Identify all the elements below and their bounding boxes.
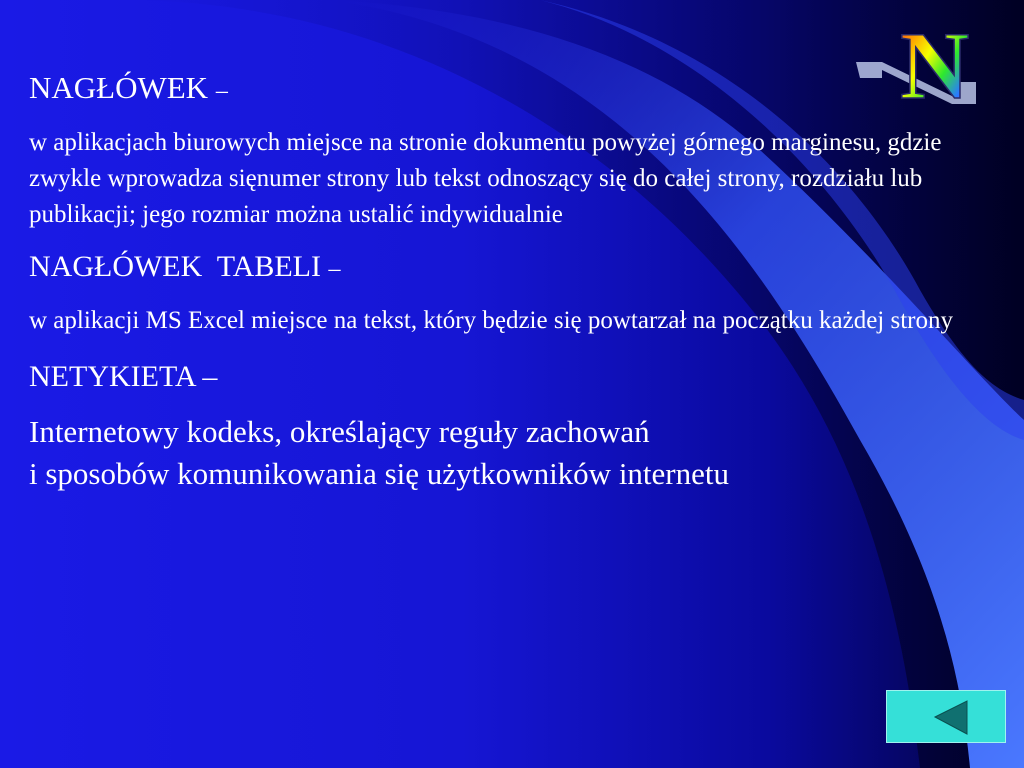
heading-dash: – — [202, 360, 218, 393]
heading-dash: – — [328, 256, 341, 282]
heading-text: NAGŁÓWEK — [29, 70, 209, 105]
previous-slide-button[interactable] — [886, 690, 1006, 743]
definition-netykieta-line2: i sposobów komunikowania się użytkowników internetu — [29, 456, 729, 491]
definition-netykieta-line1: Internetowy kodeks, określający reguły zachowań — [29, 414, 650, 449]
definition-naglowek-tabeli: w aplikacji MS Excel miejsce na tekst, który będzie się powtarzał na początku każdej strony — [29, 307, 953, 334]
logo-letter: N — [900, 18, 970, 108]
heading-text: NETYKIETA — [29, 360, 195, 393]
heading-text: NAGŁÓWEK TABELI — [29, 250, 321, 283]
definition-naglowek: w aplikacjach biurowych miejsce na stronie dokumentu powyżej górnego marginesu, gdzie zwykle wprowadza sięnumer strony lub tekst odnoszący się do całej strony, rozdziału lub publikacji; jego rozmiar można ustalić indywidualnie — [29, 129, 942, 228]
section-heading-naglowek-tabeli — [29, 247, 989, 289]
triangle-left-icon — [887, 691, 1007, 744]
section-heading-netykieta — [29, 357, 989, 397]
heading-dash: – — [215, 78, 228, 104]
slide-content — [29, 68, 989, 495]
section-heading-naglowek — [29, 68, 989, 111]
